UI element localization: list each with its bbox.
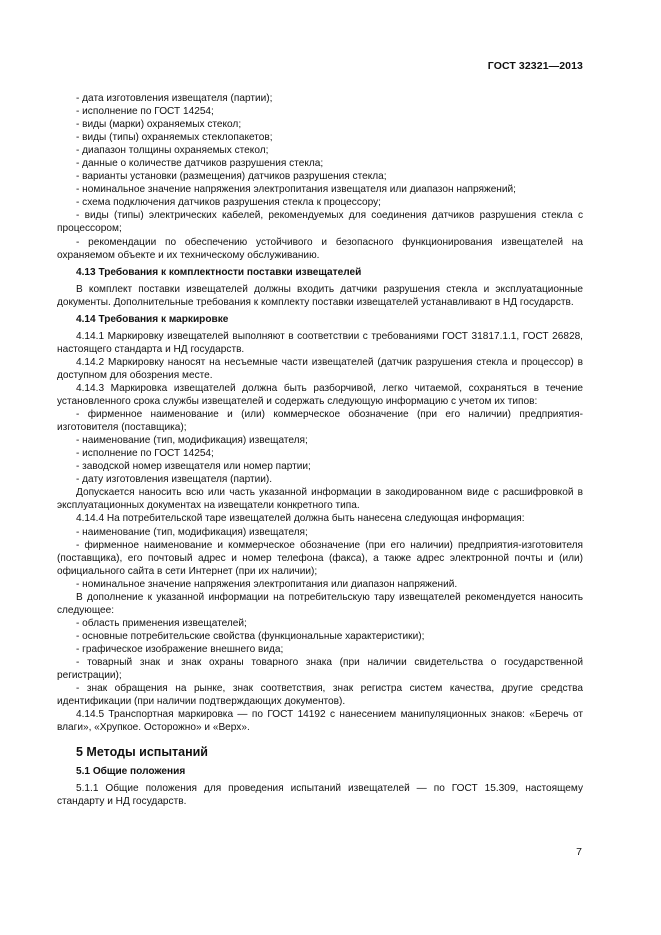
list-item: - товарный знак и знак охраны товарного знака (при наличии свидетельства о государственной регистрации); — [57, 656, 583, 682]
list-item: - фирменное наименование и (или) коммерческое обозначение (при его наличии) предприятия-изготовителя (поставщика); — [57, 409, 583, 434]
list-item: - дату изготовления извещателя (партии). — [76, 474, 273, 486]
list-item: - варианты установки (размещения) датчиков разрушения стекла; — [76, 171, 387, 183]
standard-code-header: ГОСТ 32321—2013 — [487, 60, 583, 72]
paragraph: 4.14.3 Маркировка извещателей должна быть разборчивой, легко читаемой, сохраняться в течение установленного срока службы извещателей и содержать следующую информацию с учетом их типов: — [57, 382, 583, 408]
list-item: - знак обращения на рынке, знак соответствия, знак регистра систем качества, другие средства идентификации (при наличии подтверждающих документов). — [57, 683, 583, 708]
list-item: - исполнение по ГОСТ 14254; — [76, 448, 214, 460]
paragraph: В дополнение к указанной информации на потребительскую тару извещателей рекомендуется наносить следующее: — [57, 591, 583, 616]
section-heading-5-1: 5.1 Общие положения — [76, 766, 186, 778]
list-item: - исполнение по ГОСТ 14254; — [76, 106, 214, 118]
list-item: - дата изготовления извещателя (партии); — [76, 93, 273, 104]
paragraph: Допускается наносить всю или часть указанной информации в закодированном виде с расшифровкой в эксплуатационных документах на извещатели конкретного типа. — [57, 487, 583, 512]
list-item: - рекомендации по обеспечению устойчивого и безопасного функционирования извещателей на охраняемом объекте и их техническому обслуживанию. — [57, 236, 583, 261]
section-heading-5: 5 Методы испытаний — [76, 745, 208, 760]
list-item: - виды (типы) электрических кабелей, рекомендуемых для соединения датчиков разрушения стекла с процессором; — [57, 210, 583, 235]
list-item: - заводской номер извещателя или номер партии; — [76, 461, 311, 473]
paragraph: 4.14.2 Маркировку наносят на несъемные части извещателей (датчик разрушения стекла и процессор) в доступном для обозрения месте. — [57, 356, 583, 381]
list-item: - основные потребительские свойства (функциональные характеристики); — [76, 630, 425, 642]
list-item: - графическое изображение внешнего вида; — [76, 643, 284, 655]
list-item: - данные о количестве датчиков разрушения стекла; — [76, 158, 324, 170]
section-heading-4-13: 4.13 Требования к комплектности поставки извещателей — [76, 266, 362, 278]
list-item: - номинальное значение напряжения электропитания извещателя или диапазон напряжений; — [76, 184, 516, 196]
list-item: - наименование (тип, модификация) извещателя; — [76, 526, 308, 538]
list-item: - наименование (тип, модификация) извещателя; — [76, 435, 308, 447]
list-item: - виды (марки) охраняемых стекол; — [76, 119, 242, 131]
list-item: - номинальное значение напряжения электропитания или диапазон напряжений. — [76, 578, 458, 590]
section-heading-4-14: 4.14 Требования к маркировке — [76, 313, 229, 325]
list-item: - схема подключения датчиков разрушения стекла к процессору; — [76, 197, 381, 209]
paragraph: 4.14.4 На потребительской таре извещателей должна быть нанесена следующая информация: — [76, 513, 525, 525]
document-body — [57, 92, 583, 808]
list-item: - фирменное наименование и коммерческое обозначение (при его наличии) предприятия-изготовителя (поставщика), его почтовый адрес и номер телефона (факса), а также адрес электронной почты и (или) официального сайта в сети Интернет (при их наличии); — [57, 539, 583, 577]
list-item: - диапазон толщины охраняемых стекол; — [76, 145, 269, 157]
page-number: 7 — [576, 846, 582, 858]
list-item: - виды (типы) охраняемых стеклопакетов; — [76, 132, 273, 144]
paragraph: В комплект поставки извещателей должны входить датчики разрушения стекла и эксплуатационные документы. Дополнительные требования к комплекту поставки извещателей устанавливают в НД государств. — [57, 283, 583, 308]
paragraph: 4.14.1 Маркировку извещателей выполняют в соответствии с требованиями ГОСТ 31817.1.1, ГОСТ 26828, настоящего стандарта и НД государств. — [57, 330, 583, 355]
list-item: - область применения извещателей; — [76, 617, 247, 629]
paragraph: 4.14.5 Транспортная маркировка — по ГОСТ 14192 с нанесением манипуляционных знаков: «Беречь от влаги», «Хрупкое. Осторожно» и «Верх». — [57, 709, 583, 734]
paragraph: 5.1.1 Общие положения для проведения испытаний извещателей — по ГОСТ 15.309, настоящему стандарту и НД государств. — [57, 783, 583, 808]
